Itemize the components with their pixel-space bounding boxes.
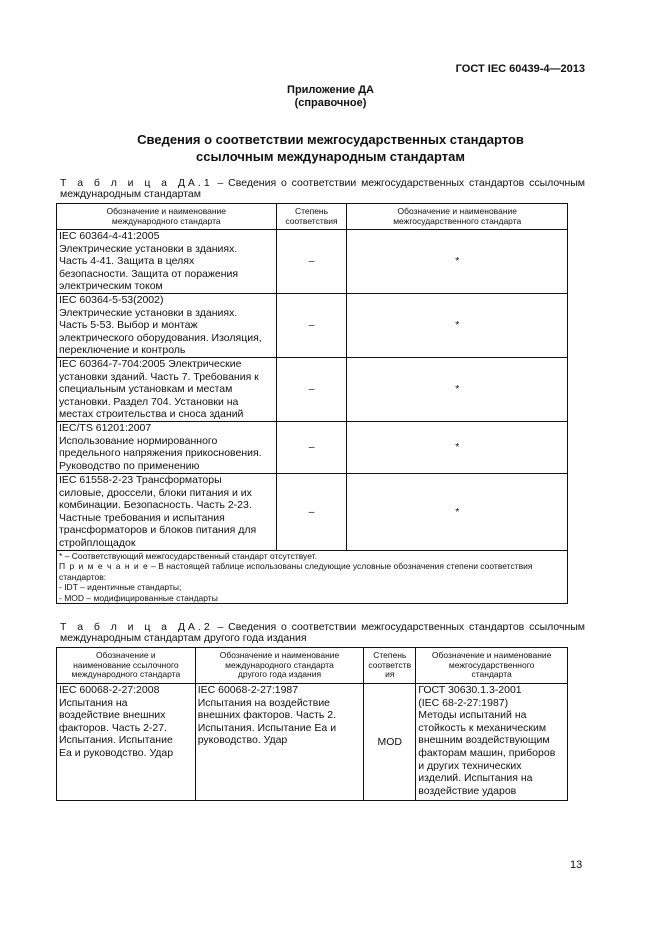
section-heading-line2: ссылочным международным стандартам bbox=[196, 149, 465, 164]
table1-cell-intl: IEC 60364-4-41:2005 Электрические установки в зданиях. Часть 4-41. Защита в целях безопасности. Защита от поражения электрическим током bbox=[57, 230, 277, 294]
standard-designation: ГОСТ IEC 60439-4—2013 bbox=[455, 63, 585, 75]
annex-kind: (справочное) bbox=[294, 97, 367, 109]
table2-header-gost: Обозначение и наименование межгосударственного стандарта bbox=[416, 648, 568, 684]
table2-cell-gost: ГОСТ 30630.1.3-2001 (IEC 68-2-27:1987) Методы испытаний на стойкость к механическим внешним воздействующим факторам машин, приборов и других технических изделий. Испытания на воздействие ударов bbox=[416, 684, 568, 801]
table1-cell-intl: IEC/TS 61201:2007 Использование нормированного предельного напряжения прикосновения. Руководство по применению bbox=[57, 421, 277, 473]
table1-cell-gost: * bbox=[347, 421, 568, 473]
table-2 bbox=[56, 647, 568, 801]
table2-cell-degree: MOD bbox=[364, 684, 416, 801]
table1-cell-degree: – bbox=[276, 293, 347, 357]
table1-notes bbox=[57, 550, 568, 604]
page-number: 13 bbox=[570, 859, 583, 871]
table2-caption-prefix: Т а б л и ц а ДА.2 bbox=[60, 621, 213, 633]
table1-cell-intl: IEC 60364-7-704:2005 Электрические установки зданий. Часть 7. Требования к специальным установкам и местам установки. Раздел 704. Установки на местах строительства и сноса зданий bbox=[57, 357, 277, 421]
table-row bbox=[57, 357, 568, 421]
table1-note bbox=[59, 561, 565, 582]
table1-caption bbox=[60, 178, 585, 200]
table1-cell-gost: * bbox=[347, 293, 568, 357]
table1-cell-degree: – bbox=[276, 230, 347, 294]
annex-title: Приложение ДА bbox=[287, 84, 374, 96]
table2-cell-other: IEC 60068-2-27:1987 Испытания на воздействие внешних факторов. Часть 2. Испытания. Испытание Еа и руководство. Удар bbox=[195, 684, 364, 801]
section-heading-line1: Сведения о соответствии межгосударственных стандартов bbox=[137, 132, 524, 147]
table1-note-mod: - MOD – модифицированные стандарты bbox=[59, 592, 218, 603]
table1-header-degree: Степень соответствия bbox=[276, 204, 347, 230]
table1-cell-intl: IEC 61558-2-23 Трансформаторы силовые, дроссели, блоки питания и их комбинации. Безопасность. Часть 2-23. Частные требования и испытания трансформаторов и блоков питания для стройплощадок bbox=[57, 473, 277, 550]
table2-header-other: Обозначение и наименование международного стандарта другого года издания bbox=[195, 648, 364, 684]
table1-cell-degree: – bbox=[276, 421, 347, 473]
table1-note-text: – В настоящей таблице использованы следующие условные обозначения степени соответствия стандартов: bbox=[59, 561, 533, 582]
table-row bbox=[57, 230, 568, 294]
table-row bbox=[57, 293, 568, 357]
table1-footnote: * – Соответствующий межгосударственный стандарт отсутствует. bbox=[59, 550, 317, 561]
table2-cell-ref: IEC 60068-2-27:2008 Испытания на воздействие внешних факторов. Часть 2-27. Испытания. Испытание Еа и руководство. Удар bbox=[57, 684, 196, 801]
table1-caption-text: – Сведения о соответствии межгосударственных стандартов ссылочным международным стандартам bbox=[60, 177, 586, 200]
table1-cell-gost: * bbox=[347, 357, 568, 421]
table1-cell-degree: – bbox=[276, 357, 347, 421]
table2-caption-text: – Сведения о соответствии межгосударственных стандартов ссылочным международным стандартам другого года издания bbox=[60, 621, 586, 644]
table1-cell-intl: IEC 60364-5-53(2002) Электрические установки в зданиях. Часть 5-53. Выбор и монтаж электрического оборудования. Изоляция, переключение и контроль bbox=[57, 293, 277, 357]
table2-caption bbox=[60, 622, 585, 644]
table-row bbox=[57, 473, 568, 550]
table2-header-ref: Обозначение и наименование ссылочного международного стандарта bbox=[57, 648, 196, 684]
table-1 bbox=[56, 203, 568, 604]
table-row bbox=[57, 684, 568, 801]
table1-cell-degree: – bbox=[276, 473, 347, 550]
table1-cell-gost: * bbox=[347, 473, 568, 550]
table1-caption-prefix: Т а б л и ц а ДА.1 bbox=[60, 177, 213, 189]
table2-header-degree: Степень соответств ия bbox=[364, 648, 416, 684]
table1-cell-gost: * bbox=[347, 230, 568, 294]
table1-note-label: П р и м е ч а н и е bbox=[59, 561, 149, 572]
table1-header-gost: Обозначение и наименование межгосударственного стандарта bbox=[347, 204, 568, 230]
table1-notes-row bbox=[57, 550, 568, 604]
table1-note-idt: - IDT – идентичные стандарты; bbox=[59, 582, 182, 593]
table-row bbox=[57, 421, 568, 473]
table1-header-intl: Обозначение и наименование международного стандарта bbox=[57, 204, 277, 230]
